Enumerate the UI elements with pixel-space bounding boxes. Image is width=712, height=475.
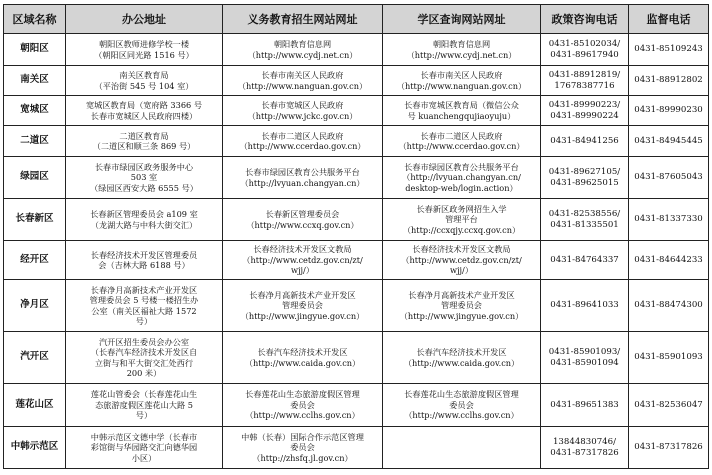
table-row (4, 384, 709, 427)
office-address: 长春市绿园区政务服务中心 503 室 （绿园区西安大路 6555 号） (66, 157, 223, 199)
header-district-query-website: 学区查询网站网址 (383, 5, 541, 34)
table-row (4, 241, 709, 280)
policy-phone: 0431-85102034/ 0431-89617940 (541, 34, 629, 66)
district-query-website (383, 427, 541, 469)
header-office-address: 办公地址 (66, 5, 223, 34)
enrollment-website: 中韩（长春）国际合作示范区管理 委员会 （http://zhsfq.jl.gov.cn） (223, 427, 383, 469)
supervision-phone: 0431-88474300 (629, 280, 709, 332)
district-name: 宽城区 (4, 96, 66, 126)
policy-phone: 13844830746/ 0431-87317826 (541, 427, 629, 469)
office-address: 宽城区教育局（宽府路 3366 号 长春市宽城区人民政府四楼） (66, 96, 223, 126)
table-row (4, 332, 709, 384)
table-row (4, 34, 709, 66)
district-query-website: 长春净月高新技术产业开发区 管理委员会 （http://www.jingyue.gov.cn） (383, 280, 541, 332)
office-address: 长春新区管理委员会 a109 室 （龙湖大路与中科大街交汇） (66, 199, 223, 241)
district-name: 长春新区 (4, 199, 66, 241)
enrollment-website: 长春新区管理委员会 （http://www.ccxq.gov.cn） (223, 199, 383, 241)
district-name: 南关区 (4, 66, 66, 96)
policy-phone: 0431-88912819/ 17678387716 (541, 66, 629, 96)
supervision-phone: 0431-87317826 (629, 427, 709, 469)
header-policy-phone: 政策咨询电话 (541, 5, 629, 34)
office-address: 南关区教育局 （平治街 545 号 104 室） (66, 66, 223, 96)
district-query-website: 长春新区政务网招生入学 管理平台 （http://ccxqjy.ccxq.gov.cn） (383, 199, 541, 241)
office-address: 莲花山管委会（长春莲花山生 态旅游度假区莲花山大路 5 号） (66, 384, 223, 427)
district-name: 汽开区 (4, 332, 66, 384)
table-row (4, 96, 709, 126)
office-address: 朝阳区教师进修学校一楼 （朝阳区同光路 1516 号） (66, 34, 223, 66)
district-query-website: 长春汽车经济技术开发区 （http://www.caida.gov.cn） (383, 332, 541, 384)
header-enrollment-website: 义务教育招生网站网址 (223, 5, 383, 34)
header-district: 区域名称 (4, 5, 66, 34)
enrollment-website: 长春经济技术开发区文教局 （http://www.cetdz.gov.cn/zt/ wjj/） (223, 241, 383, 280)
table-row (4, 199, 709, 241)
supervision-phone: 0431-82536047 (629, 384, 709, 427)
supervision-phone: 0431-88912802 (629, 66, 709, 96)
enrollment-website: 朝阳教育信息网 （http://www.cydj.net.cn） (223, 34, 383, 66)
district-query-website: 长春经济技术开发区文教局 （http://www.cetdz.gov.cn/zt/ wjj/） (383, 241, 541, 280)
office-address: 汽开区招生委员会办公室 （长春汽车经济技术开发区自 立街与和平大街交汇处西行 200 米） (66, 332, 223, 384)
office-address: 二道区教育局 （二道区和顺三条 869 号） (66, 126, 223, 157)
district-name: 中韩示范区 (4, 427, 66, 469)
table-row (4, 280, 709, 332)
header-supervision-phone: 监督电话 (629, 5, 709, 34)
policy-phone: 0431-84941256 (541, 126, 629, 157)
district-name: 净月区 (4, 280, 66, 332)
district-query-website: 长春市宽城区教育局（微信公众 号 kuanchengqujiaoyuju） (383, 96, 541, 126)
supervision-phone: 0431-85901093 (629, 332, 709, 384)
table-row (4, 157, 709, 199)
policy-phone: 0431-89990223/ 0431-89990224 (541, 96, 629, 126)
policy-phone: 0431-82538556/ 0431-81335501 (541, 199, 629, 241)
enrollment-table (3, 4, 709, 469)
enrollment-website: 长春净月高新技术产业开发区 管理委员会 （http://www.jingyue.gov.cn） (223, 280, 383, 332)
policy-phone: 0431-89641033 (541, 280, 629, 332)
policy-phone: 0431-89651383 (541, 384, 629, 427)
office-address: 长春净月高新技术产业开发区 管理委员会 5 号楼一楼招生办 公室（南关区福祉大路 1572 号） (66, 280, 223, 332)
district-name: 莲花山区 (4, 384, 66, 427)
supervision-phone: 0431-84644233 (629, 241, 709, 280)
supervision-phone: 0431-89990230 (629, 96, 709, 126)
enrollment-website: 长春市二道区人民政府 （http://www.ccerdao.gov.cn） (223, 126, 383, 157)
table-header-row (4, 5, 709, 34)
table-row (4, 427, 709, 469)
enrollment-website: 长春汽车经济技术开发区 （http://www.caida.gov.cn） (223, 332, 383, 384)
supervision-phone: 0431-81337330 (629, 199, 709, 241)
table-row (4, 126, 709, 157)
policy-phone: 0431-89627105/ 0431-89625015 (541, 157, 629, 199)
enrollment-website: 长春市南关区人民政府 （http://www.nanguan.gov.cn） (223, 66, 383, 96)
supervision-phone: 0431-87605043 (629, 157, 709, 199)
district-name: 绿园区 (4, 157, 66, 199)
district-query-website: 长春市南关区人民政府 （http://www.nanguan.gov.cn） (383, 66, 541, 96)
supervision-phone: 0431-85109243 (629, 34, 709, 66)
district-name: 经开区 (4, 241, 66, 280)
district-query-website: 长春市二道区人民政府 （http://www.ccerdao.gov.cn） (383, 126, 541, 157)
office-address: 长春经济技术开发区管理委员 会（吉林大路 6188 号） (66, 241, 223, 280)
policy-phone: 0431-84764337 (541, 241, 629, 280)
enrollment-website: 长春市绿园区教育公共服务平台 （http://lvyuan.changyan.cn） (223, 157, 383, 199)
office-address: 中韩示范区文德中学（长春市 彩馆街与华园路交汇向德华园 小区） (66, 427, 223, 469)
enrollment-website: 长春市宽城区人民政府 （http://www.jckc.gov.cn） (223, 96, 383, 126)
district-query-website: 长春市绿园区教育公共服务平台 （http://lvyuan.changyan.cn/ desktop-web/login.action） (383, 157, 541, 199)
district-name: 朝阳区 (4, 34, 66, 66)
district-name: 二道区 (4, 126, 66, 157)
table-row (4, 66, 709, 96)
enrollment-website: 长春莲花山生态旅游度假区管理 委员会 （http://www.cclhs.gov.cn） (223, 384, 383, 427)
supervision-phone: 0431-84945445 (629, 126, 709, 157)
district-query-website: 朝阳教育信息网 （http://www.cydj.net.cn） (383, 34, 541, 66)
policy-phone: 0431-85901093/ 0431-85901094 (541, 332, 629, 384)
district-query-website: 长春莲花山生态旅游度假区管理 委员会 （http://www.cclhs.gov.cn） (383, 384, 541, 427)
